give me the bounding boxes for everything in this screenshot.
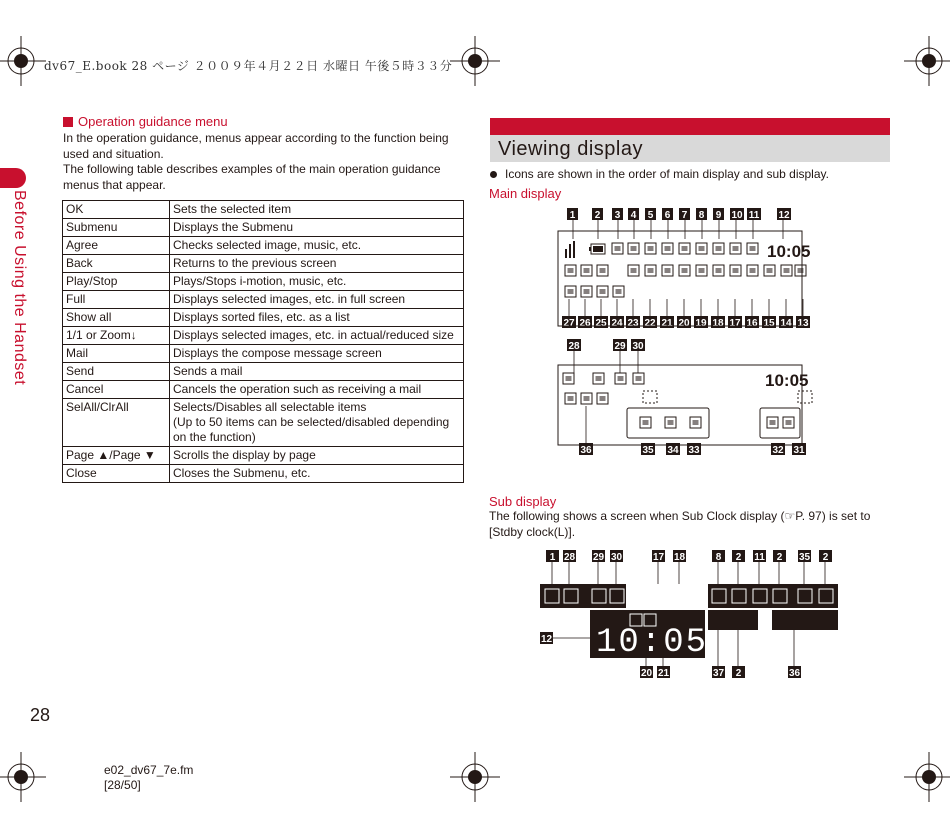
mail-indicator-icon [597,393,608,404]
status-indicator-icon [696,265,707,276]
mail-indicator-icon [565,265,576,276]
row-description: Cancels the operation such as receiving a mail [170,381,464,399]
svg-text:23: 23 [627,318,639,329]
function-indicator-icon [690,417,701,428]
callout-number [730,208,744,221]
svg-text:7: 7 [681,210,688,221]
sub-display-label: Sub display [489,494,557,509]
callout-number [796,316,810,329]
status-indicator-icon [645,265,656,276]
row-key: Submenu [63,219,170,237]
status-indicator-icon [764,265,775,276]
callout-number [643,316,657,329]
svg-text:17: 17 [729,318,741,329]
callout-number [779,316,793,329]
callout-number [753,550,766,563]
svg-text:36: 36 [580,445,592,456]
svg-text:6: 6 [664,210,671,221]
svg-text:36: 36 [788,668,801,679]
row-key: Mail [63,345,170,363]
row-key: Play/Stop [63,273,170,291]
svg-text:14: 14 [780,318,792,329]
svg-text:8: 8 [698,210,705,221]
svg-text:29: 29 [614,341,626,352]
sub-icon-block [708,610,758,630]
operation-guidance-description [63,131,463,193]
table-row [63,363,464,381]
callout-number [610,550,623,563]
svg-text:2: 2 [822,552,829,563]
callout-number [626,316,640,329]
sub-status-icon [652,589,666,603]
row-key: OK [63,201,170,219]
sub-icon-block [540,584,626,608]
row-description: Returns to the previous screen [170,255,464,273]
callout-number [652,550,665,563]
sub-icon-block [772,610,838,630]
svg-text:4: 4 [630,210,637,221]
row-description: Displays the Submenu [170,219,464,237]
callout-number [612,208,623,221]
svg-text:20: 20 [678,318,690,329]
main-clock-2: 10:05 [765,371,809,390]
table-row [63,399,464,447]
svg-text:28: 28 [568,341,580,352]
callout-number [540,632,553,645]
callout-number [567,339,581,352]
svg-text:31: 31 [793,445,805,456]
callout-number [579,443,593,456]
status-indicator-icon [730,265,741,276]
function-indicator-icon [565,286,576,297]
svg-text:33: 33 [688,445,700,456]
svg-text:25: 25 [595,318,607,329]
function-indicator-icon [767,417,778,428]
svg-text:20: 20 [640,668,653,679]
table-row [63,237,464,255]
svg-text:22: 22 [644,318,656,329]
table-row [63,309,464,327]
svg-text:3: 3 [614,210,621,221]
status-indicator-icon [713,265,724,276]
status-indicator-icon [662,243,673,254]
callout-number [696,208,707,221]
function-indicator-icon [581,286,592,297]
footer-file: e02_dv67_7e.fm [104,763,194,777]
table-row [63,291,464,309]
row-description: Scrolls the display by page [170,447,464,465]
row-description: Sends a mail [170,363,464,381]
main-display-label: Main display [489,186,562,201]
callout-number [713,208,724,221]
callout-number [563,550,576,563]
svg-text:35: 35 [798,552,811,563]
svg-text:37: 37 [712,668,725,679]
mail-indicator-icon [581,265,592,276]
svg-text:28: 28 [563,552,576,563]
bullet-icon [490,171,497,178]
status-indicator-icon [633,373,644,384]
callout-number [712,550,725,563]
svg-text:2: 2 [735,552,742,563]
svg-text:1: 1 [569,210,576,221]
status-indicator-icon [593,373,604,384]
row-description: Closes the Submenu, etc. [170,465,464,483]
svg-text:35: 35 [642,445,654,456]
callout-number [640,666,653,679]
battery-icon [589,244,605,254]
main-display-figure [555,203,815,463]
callout-number [732,550,745,563]
svg-text:9: 9 [715,210,722,221]
callout-number [660,316,674,329]
status-indicator-icon [696,243,707,254]
function-indicator-icon [665,417,676,428]
registration-mark-bottom-center [450,752,500,802]
row-description: Displays selected images, etc. in actual/reduced size [170,327,464,345]
operation-guidance-title: Operation guidance menu [63,114,228,129]
callout-number [711,316,725,329]
mail-indicator-icon [581,393,592,404]
callout-number [771,443,785,456]
callout-number [762,316,776,329]
sub-display-description: The following shows a screen when Sub Clock display (☞P. 97) is set to [Stdby clock(L)]. [489,509,871,539]
svg-text:18: 18 [712,318,724,329]
row-key: 1/1 or Zoom↓ [63,327,170,345]
callout-number [594,316,608,329]
svg-text:30: 30 [610,552,623,563]
svg-text:32: 32 [772,445,784,456]
section-title: Viewing display [498,138,643,160]
svg-text:26: 26 [579,318,591,329]
svg-text:11: 11 [748,210,760,221]
callout-number [798,550,811,563]
operation-guidance-table [62,200,464,483]
svg-text:13: 13 [797,318,809,329]
svg-text:1: 1 [549,552,556,563]
row-key: Cancel [63,381,170,399]
row-key: Send [63,363,170,381]
callout-number [745,316,759,329]
svg-text:29: 29 [592,552,605,563]
status-indicator-icon [795,265,806,276]
callout-number [613,339,627,352]
callout-number [677,316,691,329]
mail-indicator-icon [565,393,576,404]
callout-number [562,316,576,329]
svg-text:27: 27 [563,318,575,329]
status-indicator-icon [628,265,639,276]
table-row [63,219,464,237]
callout-number [645,208,656,221]
svg-text:8: 8 [715,552,722,563]
function-indicator-icon [640,417,651,428]
callout-number [657,666,670,679]
svg-text:11: 11 [754,552,765,563]
section-title-box [490,135,890,162]
icon-order-note: Icons are shown in the order of main display and sub display. [490,167,829,181]
svg-text:15: 15 [763,318,775,329]
registration-mark-bottom-right [904,752,950,802]
svg-text:17: 17 [652,552,665,563]
status-indicator-icon [662,265,673,276]
registration-mark-bottom-left [0,752,46,802]
status-indicator-icon [628,243,639,254]
callout-number [679,208,690,221]
table-row [63,201,464,219]
row-description: Selects/Disables all selectable items (Up to 50 items can be selected/disabled depending on the function) [170,399,464,447]
callout-number [792,443,806,456]
page-number: 28 [30,705,51,725]
svg-text:2: 2 [735,668,742,679]
table-row [63,345,464,363]
function-indicator-icon [613,286,624,297]
main-screen-standby [558,231,802,326]
callout-number [747,208,761,221]
row-key: SelAll/ClrAll [63,399,170,447]
svg-text:19: 19 [695,318,707,329]
svg-text:2: 2 [776,552,783,563]
svg-text:2: 2 [594,210,601,221]
callout-number [712,666,725,679]
table-row [63,327,464,345]
mail-indicator-icon [597,265,608,276]
table-row [63,465,464,483]
status-indicator-icon [747,243,758,254]
status-indicator-icon [713,243,724,254]
registration-mark-top-right [904,36,950,86]
status-indicator-icon [679,265,690,276]
callout-number [687,443,701,456]
sub-display-figure [540,550,840,680]
description-paragraph: In the operation guidance, menus appear according to the function being used and situation. [63,131,449,161]
callout-number [546,550,559,563]
square-bullet-icon [63,117,73,127]
function-indicator-icon [597,286,608,297]
row-key: Page ▲/Page ▼ [63,447,170,465]
row-description: Displays selected images, etc. in full screen [170,291,464,309]
svg-text:34: 34 [667,445,679,456]
callout-number [728,316,742,329]
svg-text:24: 24 [611,318,623,329]
sub-status-icon [673,589,687,603]
callout-number [788,666,801,679]
table-row [63,381,464,399]
status-indicator-icon [747,265,758,276]
side-tab-marker [0,168,26,188]
row-key: Show all [63,309,170,327]
svg-text:21: 21 [661,318,673,329]
svg-text:12: 12 [540,634,553,645]
table-row [63,255,464,273]
status-indicator-icon [679,243,690,254]
callout-number [610,316,624,329]
print-footer [104,763,193,793]
callout-number [732,666,745,679]
description-paragraph: The following table describes examples of the main operation guidance menus that appear. [63,162,441,192]
svg-text:12: 12 [778,210,790,221]
row-description: Plays/Stops i-motion, music, etc. [170,273,464,291]
svg-text:10: 10 [731,210,743,221]
callout-number [694,316,708,329]
print-header: dv67_E.book 28 ページ ２００９年４月２２日 水曜日 午後５時３３分 [44,59,453,73]
section-header-bar [490,118,890,135]
status-indicator-icon [563,373,574,384]
row-description: Displays the compose message screen [170,345,464,363]
row-key: Back [63,255,170,273]
callout-number [662,208,673,221]
status-indicator-icon [612,243,623,254]
callout-number [673,550,686,563]
antenna-icon [565,241,575,258]
row-key: Full [63,291,170,309]
svg-text:21: 21 [657,668,670,679]
callout-number [578,316,592,329]
svg-text:30: 30 [632,341,644,352]
sub-clock: 10:05 [596,624,709,662]
callout-number [666,443,680,456]
footer-pages: [28/50] [104,778,141,792]
svg-text:5: 5 [647,210,654,221]
table-row [63,273,464,291]
status-indicator-icon [615,373,626,384]
callout-number [631,339,645,352]
callout-number [567,208,578,221]
callout-number [641,443,655,456]
row-description: Sets the selected item [170,201,464,219]
callout-number [777,208,791,221]
registration-mark-top-left [0,36,46,86]
callout-number [628,208,639,221]
function-indicator-icon [783,417,794,428]
row-description: Displays sorted files, etc. as a list [170,309,464,327]
registration-mark-top-center [450,36,500,86]
callout-number [819,550,832,563]
callout-number [592,550,605,563]
svg-text:18: 18 [673,552,686,563]
row-description: Checks selected image, music, etc. [170,237,464,255]
side-tab-label: Before Using the Handset [11,190,28,386]
callout-number [773,550,786,563]
status-indicator-icon [645,243,656,254]
status-indicator-icon [730,243,741,254]
status-indicator-icon [781,265,792,276]
svg-text:16: 16 [746,318,758,329]
table-row [63,447,464,465]
row-key: Close [63,465,170,483]
callout-number [592,208,603,221]
row-key: Agree [63,237,170,255]
main-clock: 10:05 [767,242,811,261]
